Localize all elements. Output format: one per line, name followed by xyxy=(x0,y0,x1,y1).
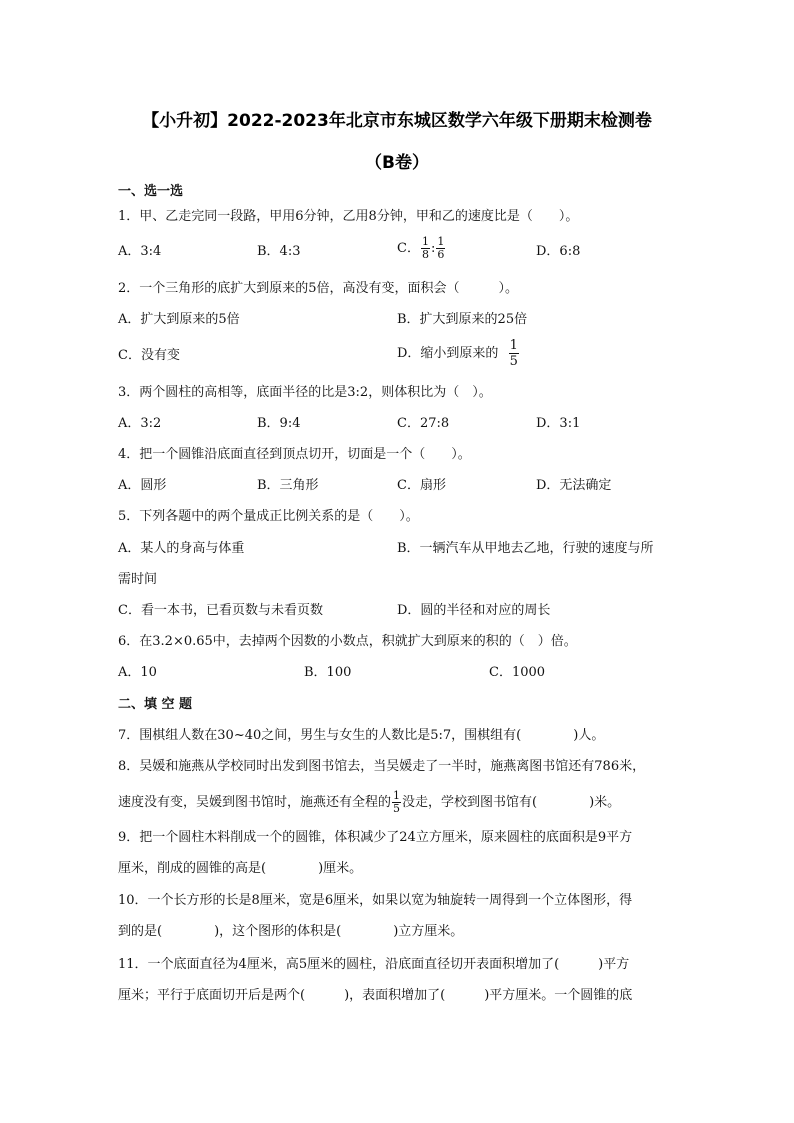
question-2: 2．一个三角形的底扩大到原来的5倍，高没有变，面积会（ ）。 xyxy=(118,281,519,296)
q2-option-d-label: D．缩小到原来的 xyxy=(397,346,499,361)
question-1: 1．甲、乙走完同一段路，甲用6分钟，乙用8分钟，甲和乙的速度比是（ ）。 xyxy=(118,209,579,224)
q5-option-b-continued: 需时间 xyxy=(118,572,158,587)
question-11-line-2: 厘米；平行于底面切开后是两个( )，表面积增加了( )平方厘米。一个圆锥的底 xyxy=(118,988,633,1003)
q8-line-2-start: 速度没有变，吴媛到图书馆时，施燕还有全程的 xyxy=(118,795,392,810)
q1-option-c-fraction-2 xyxy=(436,236,445,261)
q4-option-c: C．扇形 xyxy=(397,478,446,493)
section-heading-choice: 一、选一选 xyxy=(118,184,184,199)
q1-c-f2-denominator: 6 xyxy=(437,248,445,261)
q1-c-f1-numerator: 1 xyxy=(421,235,429,248)
title-line-2: （B卷） xyxy=(365,153,429,173)
q1-option-b: B．4:3 xyxy=(257,244,301,259)
question-8-line-2 xyxy=(118,790,620,815)
q6-option-c: C．1000 xyxy=(489,665,546,680)
q1-option-d: D．6:8 xyxy=(536,244,581,259)
q5-option-d: D．圆的半径和对应的周长 xyxy=(397,603,551,618)
question-10-line-1: 10．一个长方形的长是8厘米，宽是6厘米，如果以宽为轴旋转一周得到一个立体图形，得 xyxy=(118,893,633,908)
q1-c-f2-numerator: 1 xyxy=(437,235,445,248)
title-line-1: 【小升初】2022-2023年北京市东城区数学六年级下册期末检测卷 xyxy=(142,111,652,131)
question-11-line-1: 11．一个底面直径为4厘米，高5厘米的圆柱，沿底面直径切开表面积增加了( )平方 xyxy=(118,957,630,972)
question-5: 5．下列各题中的两个量成正比例关系的是（ ）。 xyxy=(118,509,419,524)
q8-fraction-denominator: 5 xyxy=(393,802,401,815)
question-4: 4．把一个圆锥沿底面直径到顶点切开，切面是一个（ ）。 xyxy=(118,447,471,462)
q2-option-d-fraction xyxy=(509,338,519,369)
q8-fraction-numerator: 1 xyxy=(393,789,401,802)
q4-option-b: B．三角形 xyxy=(257,478,319,493)
q3-option-d: D．3:1 xyxy=(536,416,581,431)
q3-option-a: A．3:2 xyxy=(118,416,162,431)
q8-fraction xyxy=(392,790,401,815)
q2-option-b: B．扩大到原来的25倍 xyxy=(397,312,528,327)
q5-option-a: A．某人的身高与体重 xyxy=(118,541,245,556)
question-9-line-2: 厘米，削成的圆锥的高是( )厘米。 xyxy=(118,861,363,876)
q1-option-c-colon: : xyxy=(430,241,436,256)
question-3: 3．两个圆柱的高相等，底面半径的比是3:2，则体积比为（ ）。 xyxy=(118,385,492,400)
q4-option-d: D．无法确定 xyxy=(536,478,612,493)
question-6: 6．在3.2×0.65中，去掉两个因数的小数点，积就扩大到原来的积的（ ）倍。 xyxy=(118,634,577,649)
q1-c-f1-denominator: 8 xyxy=(421,248,429,261)
q6-option-b: B．100 xyxy=(304,665,352,680)
q6-option-a: A．10 xyxy=(118,665,157,680)
question-8-line-1: 8．吴媛和施燕从学校同时出发到图书馆去，当吴媛走了一半时，施燕离图书馆还有786米， xyxy=(118,759,646,774)
q1-option-c-label: C． xyxy=(397,241,420,256)
section-heading-fill-blank: 二、填 空 题 xyxy=(118,697,193,712)
q3-option-c: C．27:8 xyxy=(397,416,450,431)
q2-d-numerator: 1 xyxy=(509,338,518,353)
q4-option-a: A．圆形 xyxy=(118,478,167,493)
q2-option-c: C．没有变 xyxy=(118,348,180,363)
q1-option-a: A．3:4 xyxy=(118,244,162,259)
question-9-line-1: 9．把一个圆柱木料削成一个的圆锥，体积减少了24立方厘米，原来圆柱的底面积是9平方 xyxy=(118,830,633,845)
q1-option-c xyxy=(397,236,446,261)
q3-option-b: B．9:4 xyxy=(257,416,301,431)
q5-option-b: B．一辆汽车从甲地去乙地，行驶的速度与所 xyxy=(397,541,654,556)
q5-option-c: C．看一本书，已看页数与未看页数 xyxy=(118,603,323,618)
q2-option-d xyxy=(397,338,520,369)
question-7: 7．围棋组人数在30~40之间，男生与女生的人数比是5:7，围棋组有( )人。 xyxy=(118,728,605,743)
q8-line-2-end: 没走，学校到图书馆有( )米。 xyxy=(402,795,621,810)
q2-d-denominator: 5 xyxy=(509,354,518,369)
q1-option-c-fraction-1 xyxy=(421,236,430,261)
q2-option-a: A．扩大到原来的5倍 xyxy=(118,312,240,327)
question-10-line-2: 到的是( )，这个图形的体积是( )立方厘米。 xyxy=(118,924,464,939)
